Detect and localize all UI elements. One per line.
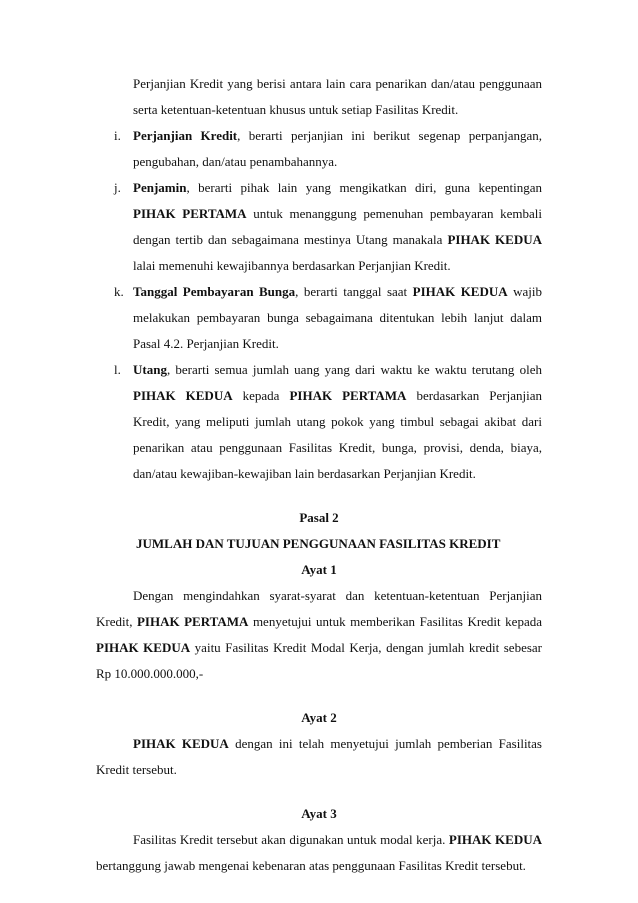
ayat-3-heading: Ayat 3: [301, 806, 337, 821]
item-j-line-1: Penjamin, berarti pihak lain yang mengikatkan diri, guna kepentingan: [133, 180, 542, 195]
item-k-marker: k.: [114, 284, 124, 299]
item-j-marker: j.: [114, 180, 121, 195]
ayat-1-line-1: Dengan mengindahkan syarat-syarat dan ketentuan-ketentuan Perjanjian: [133, 588, 542, 603]
ayat-3-line-1: Fasilitas Kredit tersebut akan digunakan untuk modal kerja. PIHAK KEDUA: [133, 832, 542, 847]
item-l-marker: l.: [114, 362, 121, 377]
item-j-line-4: lalai memenuhi kewajibannya berdasarkan Perjanjian Kredit.: [133, 258, 451, 273]
item-l-line-1: Utang, berarti semua jumlah uang yang dari waktu ke waktu terutang oleh: [133, 362, 542, 377]
ayat-1-line-4: Rp 10.000.000.000,-: [96, 666, 204, 681]
pasal-title: JUMLAH DAN TUJUAN PENGGUNAAN FASILITAS KREDIT: [136, 536, 501, 551]
item-j-line-3: dengan tertib dan sebagaimana mestinya Utang manakala PIHAK KEDUA: [133, 232, 542, 247]
ayat-1-line-3: PIHAK KEDUA yaitu Fasilitas Kredit Modal Kerja, dengan jumlah kredit sebesar: [96, 640, 542, 655]
pasal-number: Pasal 2: [299, 510, 339, 525]
item-l-line-4: penarikan atau penggunaan Fasilitas Kredit, bunga, provisi, denda, biaya,: [133, 440, 542, 455]
item-k-term: Tanggal Pembayaran Bunga: [133, 284, 296, 299]
ayat-2-heading: Ayat 2: [301, 710, 337, 725]
item-k-line-2: melakukan pembayaran bunga sebagaimana ditentukan lebih lanjut dalam: [133, 310, 542, 325]
ayat-1-heading: Ayat 1: [301, 562, 337, 577]
item-l-line-3: Kredit, yang meliputi jumlah utang pokok yang timbul sebagai akibat dari: [133, 414, 542, 429]
item-l-term: Utang: [133, 362, 167, 377]
ayat-1-line-2: Kredit, PIHAK PERTAMA menyetujui untuk memberikan Fasilitas Kredit kepada: [96, 614, 542, 629]
item-j-line-2: PIHAK PERTAMA untuk menanggung pemenuhan pembayaran kembali: [133, 206, 542, 221]
item-h-line-1: Perjanjian Kredit yang berisi antara lain cara penarikan dan/atau penggunaan: [133, 76, 542, 91]
item-k-line-1: Tanggal Pembayaran Bunga, berarti tanggal saat PIHAK KEDUA wajib: [133, 284, 542, 299]
ayat-2-line-2: Kredit tersebut.: [96, 762, 177, 777]
ayat-2-line-1: PIHAK KEDUA dengan ini telah menyetujui jumlah pemberian Fasilitas: [133, 736, 542, 751]
item-l-line-5: dan/atau kewajiban-kewajiban lain berdasarkan Perjanjian Kredit.: [133, 466, 476, 481]
item-i-line-1: Perjanjian Kredit, berarti perjanjian ini berikut segenap perpanjangan,: [133, 128, 542, 143]
item-j-term: Penjamin: [133, 180, 187, 195]
item-l-line-2: PIHAK KEDUA kepada PIHAK PERTAMA berdasarkan Perjanjian: [133, 388, 542, 403]
item-i-marker: i.: [114, 128, 121, 143]
ayat-3-line-2: bertanggung jawab mengenai kebenaran atas penggunaan Fasilitas Kredit tersebut.: [96, 858, 526, 873]
item-h-line-2: serta ketentuan-ketentuan khusus untuk setiap Fasilitas Kredit.: [133, 102, 459, 117]
item-i-term: Perjanjian Kredit: [133, 128, 238, 143]
item-i-line-2: pengubahan, dan/atau penambahannya.: [133, 154, 338, 169]
item-k-line-3: Pasal 4.2. Perjanjian Kredit.: [133, 336, 279, 351]
